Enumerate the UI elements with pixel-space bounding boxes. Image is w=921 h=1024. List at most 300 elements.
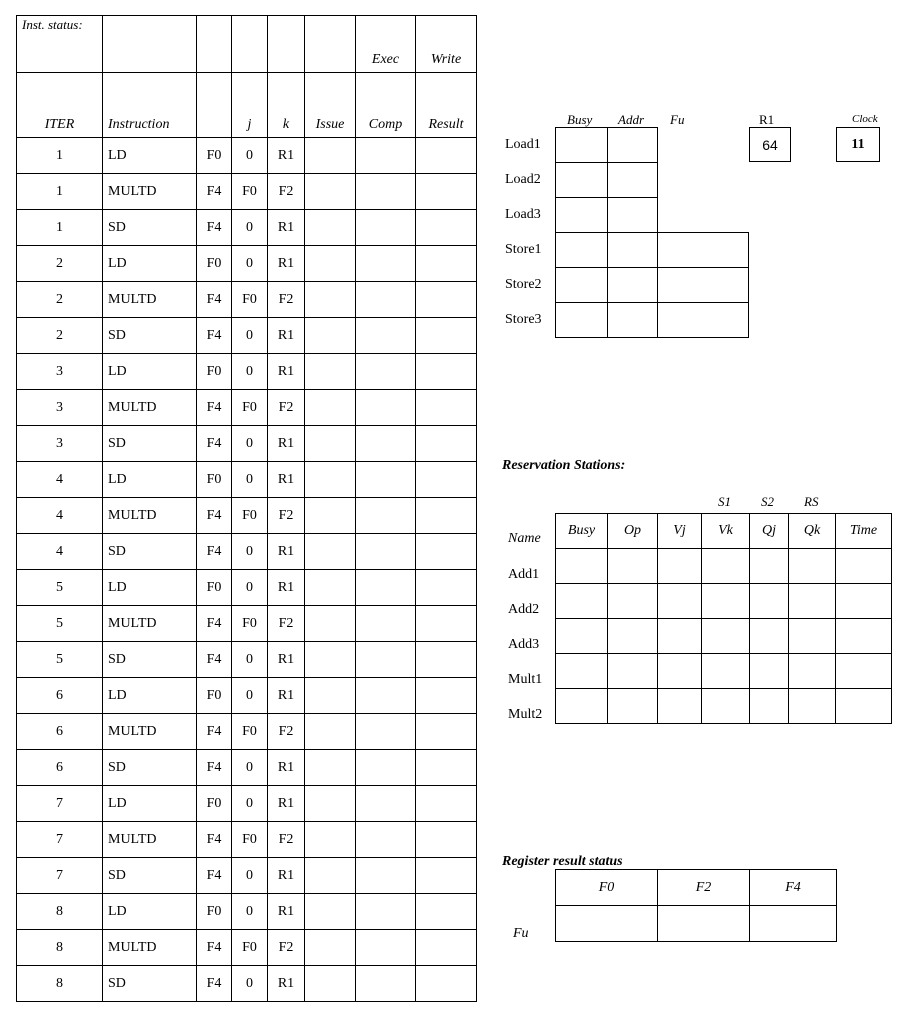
rs-col-busy: Busy [556,514,608,549]
write-result-cell [416,534,477,570]
instruction-dest-cell: F4 [197,318,232,354]
instruction-op-cell: SD [103,210,197,246]
instruction-row [17,678,477,714]
write-result-cell [416,426,477,462]
j-cell: F0 [232,714,268,750]
rs-label: RS [804,494,819,509]
issue-cell [305,426,356,462]
exec-comp-cell [356,570,416,606]
issue-cell [305,930,356,966]
j-cell: F0 [232,390,268,426]
reg-f0-fu [556,906,658,942]
rs-qj-cell [750,549,789,584]
rs-col-op: Op [608,514,658,549]
rs-vj-cell [658,584,702,619]
iter-cell: 1 [17,174,103,210]
instruction-row [17,642,477,678]
issue-cell [305,282,356,318]
instruction-row [17,462,477,498]
write-result-cell [416,858,477,894]
inst-status-title: Inst. status: [17,16,103,73]
buffer-busy-cell [555,232,608,268]
instruction-row [17,606,477,642]
k-cell: R1 [268,354,305,390]
col-header-instruction: Instruction [103,73,197,138]
instruction-op-cell: LD [103,354,197,390]
instruction-row [17,390,477,426]
iter-cell: 4 [17,534,103,570]
col-header-result: Result [416,73,477,138]
iter-cell: 4 [17,462,103,498]
write-result-cell [416,786,477,822]
iter-cell: 5 [17,570,103,606]
station-name-label: Add1 [508,567,540,582]
iter-cell: 7 [17,786,103,822]
write-result-cell [416,246,477,282]
iter-cell: 6 [17,714,103,750]
write-result-cell [416,966,477,1002]
j-cell: 0 [232,354,268,390]
instruction-row [17,246,477,282]
instruction-op-cell: SD [103,318,197,354]
k-cell: R1 [268,426,305,462]
instruction-op-cell: SD [103,750,197,786]
instruction-dest-cell: F4 [197,174,232,210]
j-cell: 0 [232,642,268,678]
instruction-op-cell: MULTD [103,282,197,318]
rs-time-cell [836,549,892,584]
iter-cell: 6 [17,750,103,786]
write-result-cell [416,174,477,210]
rs-op-cell [608,549,658,584]
instruction-dest-cell: F4 [197,966,232,1002]
buffer-addr-cell [607,162,658,198]
rs-name-header: Name [508,531,541,546]
k-cell: F2 [268,174,305,210]
issue-cell [305,318,356,354]
instruction-op-cell: SD [103,858,197,894]
rs-vj-cell [658,654,702,689]
buffer-label: Store1 [505,242,542,257]
instruction-op-cell: LD [103,246,197,282]
s2-label: S2 [761,494,774,509]
iter-cell: 3 [17,390,103,426]
rs-vj-cell [658,549,702,584]
instruction-dest-cell: F0 [197,678,232,714]
instruction-row [17,858,477,894]
issue-cell [305,138,356,174]
j-cell: 0 [232,966,268,1002]
instruction-op-cell: SD [103,642,197,678]
rs-busy-cell [556,654,608,689]
exec-comp-cell [356,354,416,390]
station-name-label: Mult2 [508,707,543,722]
buffer-addr-cell [607,127,658,163]
iter-cell: 1 [17,138,103,174]
iter-cell: 2 [17,246,103,282]
instruction-dest-cell: F4 [197,714,232,750]
j-cell: F0 [232,498,268,534]
col-header-issue: Issue [305,73,356,138]
j-cell: 0 [232,858,268,894]
instruction-row [17,498,477,534]
rs-op-cell [608,689,658,724]
rs-time-cell [836,584,892,619]
rs-col-time: Time [836,514,892,549]
rs-vk-cell [702,689,750,724]
instruction-row [17,966,477,1002]
exec-comp-cell [356,894,416,930]
j-cell: F0 [232,282,268,318]
issue-cell [305,498,356,534]
issue-cell [305,246,356,282]
issue-cell [305,354,356,390]
k-cell: R1 [268,894,305,930]
rs-vk-cell [702,584,750,619]
issue-cell [305,786,356,822]
iter-cell: 3 [17,426,103,462]
rs-vj-cell [658,619,702,654]
col-header-k: k [268,73,305,138]
r1-header: R1 [759,112,775,127]
issue-cell [305,606,356,642]
exec-comp-cell [356,246,416,282]
instruction-op-cell: MULTD [103,390,197,426]
instruction-dest-cell: F4 [197,498,232,534]
j-cell: 0 [232,210,268,246]
instruction-dest-cell: F4 [197,750,232,786]
rs-time-cell [836,689,892,724]
instruction-dest-cell: F0 [197,894,232,930]
j-cell: 0 [232,570,268,606]
instruction-dest-cell: F0 [197,138,232,174]
buffer-label: Store2 [505,277,542,292]
iter-cell: 2 [17,318,103,354]
instruction-row [17,714,477,750]
instruction-row [17,354,477,390]
fu-header: Fu [670,112,685,127]
iter-cell: 8 [17,930,103,966]
k-cell: R1 [268,750,305,786]
buffer-fu-cell [657,267,749,303]
j-cell: F0 [232,174,268,210]
instruction-dest-cell: F4 [197,930,232,966]
instruction-row [17,210,477,246]
rs-qk-cell [789,689,836,724]
s1-label: S1 [718,494,731,509]
instruction-dest-cell: F4 [197,282,232,318]
rs-qk-cell [789,654,836,689]
instruction-row [17,930,477,966]
iter-cell: 5 [17,642,103,678]
write-result-cell [416,138,477,174]
j-cell: 0 [232,534,268,570]
buffer-busy-cell [555,127,608,163]
iter-cell: 1 [17,210,103,246]
j-cell: 0 [232,786,268,822]
j-cell: 0 [232,138,268,174]
col-header-j: j [232,73,268,138]
iter-cell: 2 [17,282,103,318]
k-cell: F2 [268,390,305,426]
buffer-addr-cell [607,197,658,233]
issue-cell [305,462,356,498]
rs-col-qj: Qj [750,514,789,549]
iter-cell: 3 [17,354,103,390]
rs-col-vk: Vk [702,514,750,549]
issue-cell [305,174,356,210]
exec-comp-cell [356,282,416,318]
buffer-fu-cell [657,302,749,338]
rs-vk-cell [702,549,750,584]
write-result-cell [416,570,477,606]
k-cell: R1 [268,570,305,606]
j-cell: F0 [232,606,268,642]
write-result-cell [416,210,477,246]
exec-comp-cell [356,390,416,426]
col-header-comp: Comp [356,73,416,138]
write-result-cell [416,606,477,642]
j-cell: 0 [232,750,268,786]
rs-op-cell [608,654,658,689]
rs-busy-cell [556,549,608,584]
instruction-op-cell: LD [103,678,197,714]
rs-vk-cell [702,619,750,654]
issue-cell [305,570,356,606]
instruction-op-cell: MULTD [103,822,197,858]
rs-busy-cell [556,689,608,724]
exec-comp-cell [356,822,416,858]
reservation-station-row [556,584,892,619]
issue-cell [305,858,356,894]
instruction-op-cell: SD [103,426,197,462]
col-header-dest [197,73,232,138]
rs-qj-cell [750,584,789,619]
issue-cell [305,714,356,750]
k-cell: F2 [268,282,305,318]
iter-cell: 4 [17,498,103,534]
write-result-cell [416,714,477,750]
k-cell: R1 [268,246,305,282]
instruction-op-cell: MULTD [103,930,197,966]
buffer-label: Load2 [505,172,541,187]
k-cell: R1 [268,678,305,714]
rs-vj-cell [658,689,702,724]
k-cell: R1 [268,462,305,498]
instruction-dest-cell: F0 [197,462,232,498]
instruction-dest-cell: F4 [197,210,232,246]
instruction-row [17,318,477,354]
instruction-dest-cell: F4 [197,390,232,426]
j-cell: F0 [232,822,268,858]
k-cell: R1 [268,966,305,1002]
j-cell: 0 [232,426,268,462]
instruction-dest-cell: F0 [197,786,232,822]
write-result-cell [416,822,477,858]
issue-cell [305,750,356,786]
exec-comp-cell [356,966,416,1002]
j-cell: 0 [232,462,268,498]
instruction-row [17,570,477,606]
reg-fu-label: Fu [513,926,529,941]
rs-qj-cell [750,619,789,654]
instruction-op-cell: LD [103,570,197,606]
instruction-dest-cell: F4 [197,642,232,678]
buffer-label: Load1 [505,137,541,152]
instruction-op-cell: SD [103,966,197,1002]
write-header: Write [416,16,477,73]
issue-cell [305,534,356,570]
issue-cell [305,966,356,1002]
reservation-station-row [556,549,892,584]
buffer-label: Store3 [505,312,542,327]
iter-cell: 5 [17,606,103,642]
instruction-row [17,282,477,318]
reg-f4-header: F4 [750,870,837,906]
j-cell: 0 [232,246,268,282]
rs-qj-cell [750,689,789,724]
rs-qk-cell [789,549,836,584]
j-cell: 0 [232,894,268,930]
instruction-op-cell: LD [103,138,197,174]
k-cell: R1 [268,138,305,174]
reservation-stations-table [555,513,892,724]
reservation-stations-title: Reservation Stations: [502,458,626,473]
write-result-cell [416,498,477,534]
issue-cell [305,678,356,714]
instruction-dest-cell: F4 [197,534,232,570]
issue-cell [305,894,356,930]
j-cell: 0 [232,678,268,714]
buffer-busy-cell [555,197,608,233]
exec-comp-cell [356,426,416,462]
buffer-busy-cell [555,302,608,338]
rs-time-cell [836,619,892,654]
exec-comp-cell [356,174,416,210]
reg-f4-fu [750,906,837,942]
buffer-busy-cell [555,162,608,198]
exec-comp-cell [356,714,416,750]
station-name-label: Mult1 [508,672,543,687]
rs-vk-cell [702,654,750,689]
station-name-label: Add3 [508,637,540,652]
reg-f2-header: F2 [658,870,750,906]
rs-qk-cell [789,619,836,654]
instruction-op-cell: MULTD [103,174,197,210]
exec-header: Exec [356,16,416,73]
write-result-cell [416,642,477,678]
reservation-station-row [556,654,892,689]
write-result-cell [416,930,477,966]
clock-header: Clock [852,113,878,125]
addr-header: Addr [618,112,644,127]
k-cell: R1 [268,210,305,246]
buffer-addr-cell [607,302,658,338]
exec-comp-cell [356,642,416,678]
exec-comp-cell [356,318,416,354]
instruction-dest-cell: F0 [197,354,232,390]
rs-time-cell [836,654,892,689]
exec-comp-cell [356,786,416,822]
issue-cell [305,642,356,678]
exec-comp-cell [356,498,416,534]
rs-col-vj: Vj [658,514,702,549]
reg-f2-fu [658,906,750,942]
buffer-label: Load3 [505,207,541,222]
clock-value: 11 [836,127,880,162]
exec-comp-cell [356,606,416,642]
r1-value: 64 [749,127,791,162]
iter-cell: 8 [17,966,103,1002]
iter-cell: 7 [17,858,103,894]
instruction-row [17,822,477,858]
exec-comp-cell [356,858,416,894]
reg-f0-header: F0 [556,870,658,906]
k-cell: F2 [268,714,305,750]
instruction-dest-cell: F0 [197,246,232,282]
issue-cell [305,210,356,246]
rs-qj-cell [750,654,789,689]
k-cell: F2 [268,606,305,642]
register-result-table [555,869,837,942]
instruction-op-cell: SD [103,534,197,570]
write-result-cell [416,894,477,930]
iter-cell: 6 [17,678,103,714]
exec-comp-cell [356,930,416,966]
buffer-addr-cell [607,267,658,303]
instruction-row [17,750,477,786]
iter-cell: 8 [17,894,103,930]
buffer-addr-cell [607,232,658,268]
iter-cell: 7 [17,822,103,858]
k-cell: F2 [268,930,305,966]
reservation-station-row [556,619,892,654]
write-result-cell [416,318,477,354]
rs-busy-cell [556,584,608,619]
exec-comp-cell [356,534,416,570]
instruction-op-cell: MULTD [103,498,197,534]
k-cell: R1 [268,318,305,354]
buffer-busy-cell [555,267,608,303]
k-cell: R1 [268,534,305,570]
exec-comp-cell [356,462,416,498]
buffer-fu-cell [657,232,749,268]
rs-busy-cell [556,619,608,654]
col-header-iter: ITER [17,73,103,138]
rs-qk-cell [789,584,836,619]
instruction-dest-cell: F4 [197,426,232,462]
k-cell: R1 [268,642,305,678]
register-result-status-title: Register result status [502,854,623,869]
write-result-cell [416,390,477,426]
exec-comp-cell [356,750,416,786]
k-cell: R1 [268,858,305,894]
rs-op-cell [608,584,658,619]
instruction-op-cell: LD [103,462,197,498]
reservation-station-row [556,689,892,724]
instruction-row [17,138,477,174]
instruction-op-cell: MULTD [103,606,197,642]
issue-cell [305,822,356,858]
exec-comp-cell [356,138,416,174]
instruction-status-table [16,15,477,1002]
k-cell: F2 [268,498,305,534]
exec-comp-cell [356,678,416,714]
instruction-dest-cell: F4 [197,858,232,894]
exec-comp-cell [356,210,416,246]
write-result-cell [416,354,477,390]
write-result-cell [416,462,477,498]
